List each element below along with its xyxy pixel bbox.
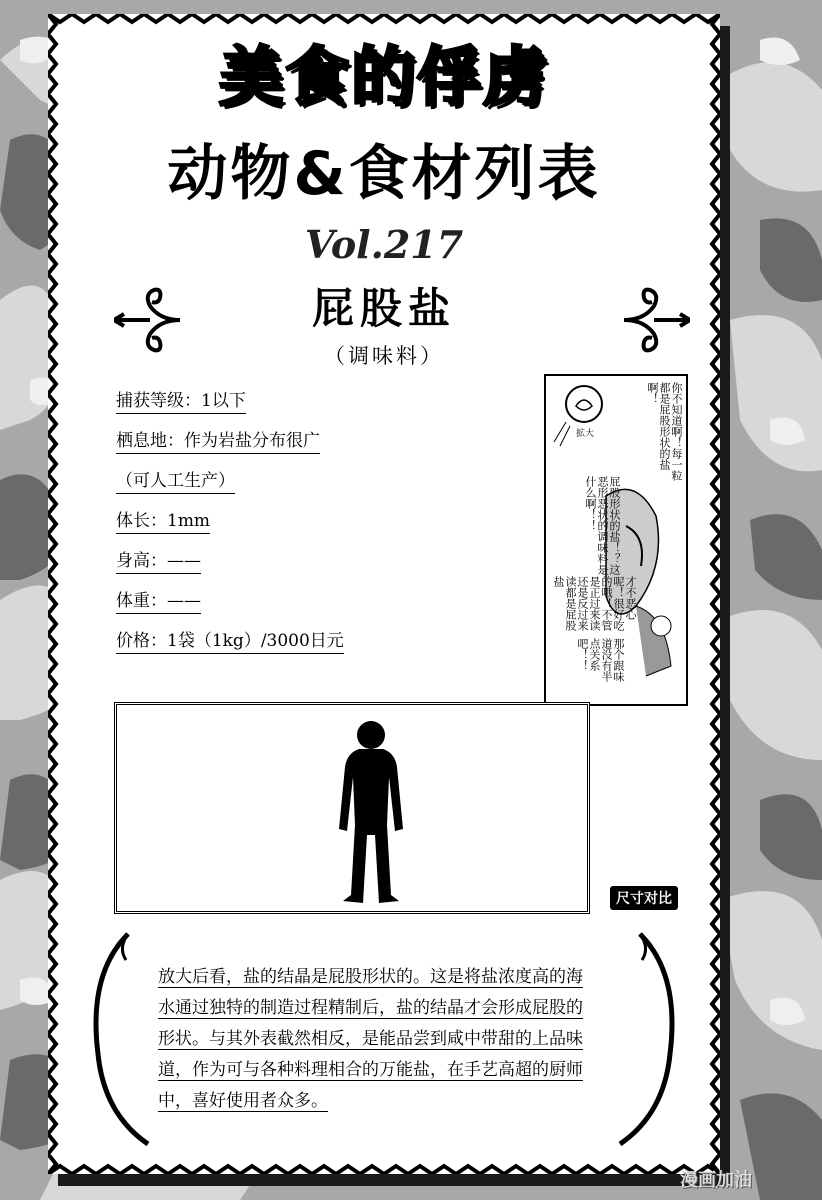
info-card	[48, 14, 720, 1174]
description-line: 中，喜好使用者众多。	[158, 1091, 328, 1111]
watermark: 漫画加油	[680, 1170, 752, 1191]
human-silhouette-icon	[117, 705, 587, 911]
speech-bubble: 那个跟味道没有半点关系吧！！	[576, 638, 625, 682]
size-comparison-label: 尺寸对比	[610, 886, 678, 910]
speech-bubble: 才不恶心呢！很好吃的哦！不管是正过来读还是反过来读都是屁股盐	[552, 576, 637, 631]
stat-habitat: 栖息地：作为岩盐分布很广	[116, 426, 320, 454]
stats-list	[116, 386, 416, 666]
description-line: 水通过独特的制造过程精制后，盐的结晶才会形成屁股的	[158, 998, 583, 1018]
stat-capture-level: 捕获等级：1以下	[116, 386, 246, 414]
description-line: 道，作为可与各种料理相合的万能盐，在手艺高超的厨师	[158, 1060, 583, 1080]
page-subtitle: 动物&食材列表	[167, 139, 601, 209]
volume-label: Vol.217	[304, 222, 464, 267]
description-line: 形状。与其外表截然相反，是能品尝到咸中带甜的上品味	[158, 1029, 583, 1049]
stat-price: 价格：1袋（1kg）/3000日元	[116, 626, 344, 654]
page-title: 美食的俘虏	[219, 41, 549, 115]
manga-panel	[544, 374, 688, 706]
speech-bubble: 屁股形状的盐！？这恶形恶状的调味料是什么啊！！	[584, 476, 621, 575]
stat-habitat-note: （可人工生产）	[116, 466, 235, 494]
description-line: 放大后看，盐的结晶是屁股形状的。这是将盐浓度高的海	[158, 967, 583, 987]
entry-category: （调味料）	[324, 344, 444, 368]
stat-height: 身高：——	[116, 546, 201, 574]
description	[158, 962, 638, 1117]
entry-name: 屁股盐	[311, 284, 456, 333]
stat-weight: 体重：——	[116, 586, 201, 614]
speech-bubble: 你不知道啊！每一粒都是屁股形状的盐啊！	[646, 382, 683, 481]
zoom-label: 拡大	[576, 429, 595, 439]
stat-length: 体长：1mm	[116, 506, 210, 534]
size-comparison-box	[114, 702, 590, 914]
